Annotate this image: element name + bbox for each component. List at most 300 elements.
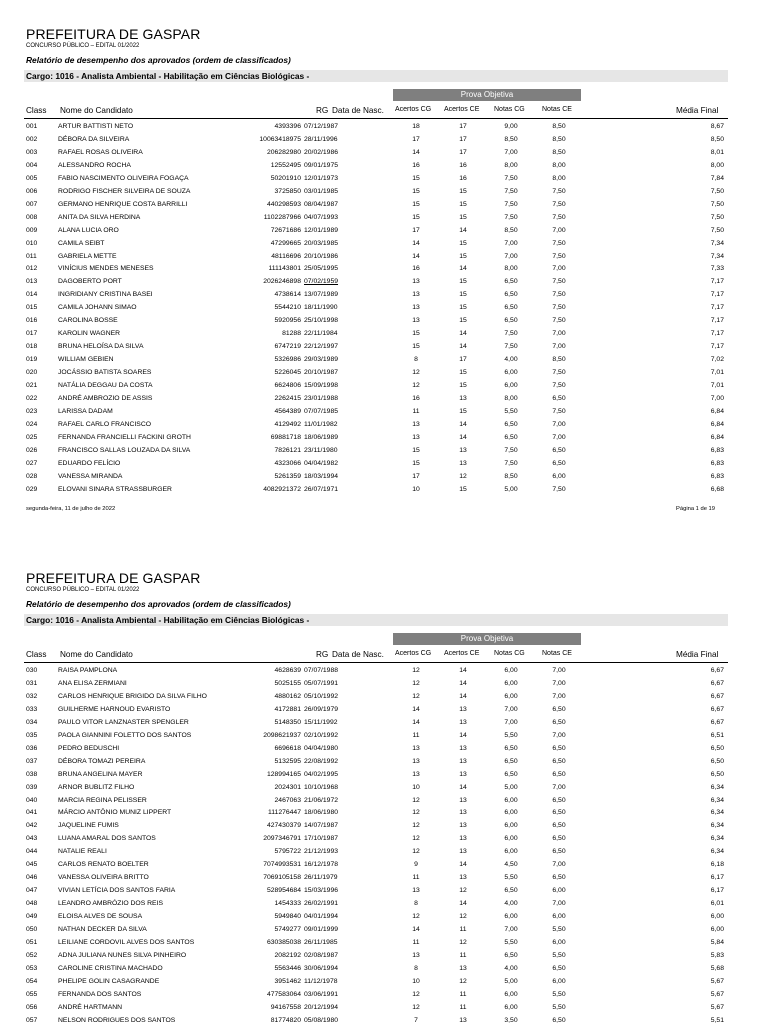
table-row (0, 380, 768, 391)
cell-notas-ce: 5,50 (552, 951, 566, 959)
cell-acertos-cg: 12 (412, 692, 420, 700)
cell-name: DÉBORA DA SILVEIRA (58, 135, 130, 143)
cell-rg: 6624806 (274, 382, 301, 389)
cell-notas-ce: 7,50 (552, 382, 566, 389)
cell-media-final: 6,34 (710, 809, 724, 817)
cargo-bar: Cargo: 1016 - Analista Ambiental - Habilitação em Ciências Biológicas - (24, 614, 728, 626)
table-row (0, 885, 768, 896)
cell-name: CAMILA JOHANN SIMAO (58, 304, 137, 312)
cell-rg: 1102287966 (263, 213, 301, 221)
cell-notas-ce: 7,50 (552, 291, 566, 299)
table-row (0, 199, 768, 210)
cell-notas-ce: 7,50 (552, 213, 566, 221)
cell-acertos-cg: 17 (412, 472, 420, 480)
cell-name: NELSON RODRIGUES DOS SANTOS (58, 1016, 176, 1024)
cell-rg: 4129492 (274, 420, 301, 428)
cell-acertos-ce: 13 (459, 770, 467, 778)
cell-acertos-ce: 15 (459, 213, 467, 221)
cell-media-final: 7,02 (710, 356, 724, 364)
cell-class: 037 (26, 757, 38, 765)
header-divider (24, 118, 728, 119)
cell-name: VIVIAN LETÍCIA DOS SANTOS FARIA (58, 887, 176, 895)
cell-media-final: 7,17 (710, 291, 724, 299)
cell-class: 057 (26, 1016, 38, 1024)
table-row (0, 678, 768, 689)
cell-media-final: 7,17 (710, 278, 724, 286)
cell-name: LARISSA DADAM (58, 407, 113, 415)
cell-notas-ce: 7,50 (552, 278, 566, 286)
cell-name: VANESSA OLIVEIRA BRITTO (58, 874, 149, 882)
cell-notas-cg: 8,00 (504, 265, 518, 273)
table-row (0, 691, 768, 702)
cell-acertos-cg: 15 (412, 330, 420, 338)
cell-acertos-ce: 14 (459, 667, 467, 674)
cell-rg: 5920956 (274, 317, 301, 325)
table-row (0, 458, 768, 469)
cell-name: NATALIE REALI (58, 848, 107, 856)
cell-rg: 12552495 (270, 161, 301, 169)
cell-birth-date: 26/11/1985 (304, 938, 338, 946)
cell-birth-date: 23/11/1980 (304, 446, 338, 454)
cell-media-final: 7,17 (710, 330, 724, 338)
cell-name: CAROLINE CRISTINA MACHADO (58, 964, 163, 972)
cell-birth-date: 03/01/1985 (304, 187, 339, 195)
cell-notas-cg: 4,00 (504, 356, 518, 364)
cell-class: 009 (26, 226, 38, 234)
cell-name: PAULO VITOR LANZNASTER SPENGLER (58, 718, 189, 726)
cell-birth-date: 22/08/1992 (304, 757, 339, 765)
cell-notas-ce: 6,50 (552, 770, 566, 778)
cell-name: GERMANO HENRIQUE COSTA BARRILLI (58, 200, 188, 208)
cell-class: 031 (26, 679, 38, 687)
cell-name: JOCÁSSIO BATISTA SOARES (58, 369, 152, 377)
table-row (0, 769, 768, 780)
cell-acertos-cg: 9 (414, 861, 418, 869)
cell-notas-ce: 6,50 (552, 835, 566, 843)
cell-class: 052 (26, 951, 38, 959)
cell-acertos-ce: 16 (459, 174, 467, 182)
table-row (0, 263, 768, 274)
cell-acertos-cg: 12 (412, 835, 420, 843)
cell-acertos-ce: 15 (459, 382, 467, 389)
cell-notas-ce: 6,00 (552, 977, 566, 985)
cell-name: CAROLINA BOSSE (58, 317, 118, 325)
cell-class: 051 (26, 938, 38, 946)
cell-acertos-ce: 13 (459, 848, 467, 856)
cell-acertos-cg: 16 (412, 394, 420, 402)
cell-acertos-cg: 12 (412, 369, 420, 377)
cell-birth-date: 10/10/1968 (304, 783, 339, 791)
table-row (0, 1002, 768, 1013)
cell-notas-ce: 7,50 (552, 317, 566, 325)
cell-notas-ce: 6,50 (552, 848, 566, 856)
cell-birth-date: 11/01/1982 (304, 420, 338, 428)
cell-rg: 206282980 (266, 148, 301, 156)
cell-media-final: 6,50 (710, 744, 724, 752)
cell-media-final: 7,01 (710, 369, 724, 377)
cell-rg: 5148350 (274, 718, 301, 726)
cell-birth-date: 21/12/1993 (304, 848, 339, 856)
cell-notas-cg: 8,00 (504, 161, 518, 169)
cell-acertos-cg: 12 (412, 796, 420, 804)
cell-acertos-ce: 15 (459, 304, 467, 312)
cell-notas-ce: 8,50 (552, 356, 566, 364)
cell-acertos-cg: 13 (412, 757, 420, 765)
cell-class: 035 (26, 731, 38, 739)
cell-class: 002 (26, 135, 38, 143)
cell-acertos-ce: 14 (459, 433, 467, 441)
cell-birth-date: 04/02/1995 (304, 770, 339, 778)
cell-class: 004 (26, 161, 38, 169)
cell-birth-date: 12/01/1989 (304, 226, 339, 234)
cell-acertos-cg: 14 (412, 148, 420, 156)
cell-rg: 48116696 (271, 252, 301, 260)
cell-class: 046 (26, 874, 38, 882)
cell-birth-date: 07/12/1987 (304, 123, 339, 130)
cell-notas-cg: 6,00 (504, 796, 518, 804)
cell-class: 029 (26, 485, 38, 493)
cell-media-final: 6,34 (710, 848, 724, 856)
cell-notas-ce: 6,50 (552, 822, 566, 830)
cell-media-final: 6,67 (710, 718, 724, 726)
table-row (0, 924, 768, 935)
cell-class: 053 (26, 964, 38, 972)
table-row (0, 289, 768, 300)
cell-acertos-cg: 13 (412, 317, 420, 325)
cell-birth-date: 22/11/1984 (304, 330, 338, 338)
cell-media-final: 6,50 (710, 757, 724, 765)
cell-media-final: 6,84 (710, 407, 724, 415)
table-row (0, 898, 768, 909)
cell-media-final: 6,34 (710, 835, 724, 843)
cell-rg: 72671686 (270, 226, 301, 234)
cell-rg: 2026246898 (263, 278, 301, 286)
cell-media-final: 6,34 (710, 822, 724, 830)
cell-notas-ce: 7,50 (552, 239, 566, 247)
report-title: Relatório de desempenho dos aprovados (ordem de classificados) (26, 599, 291, 609)
cell-name: RAISA PAMPLONA (58, 667, 118, 674)
cell-acertos-cg: 12 (412, 822, 420, 830)
table-row (0, 315, 768, 326)
cell-rg: 81774820 (270, 1016, 301, 1024)
cell-notas-ce: 7,00 (552, 731, 566, 739)
cell-name: INGRIDIANY CRISTINA BASEI (58, 291, 153, 299)
col-rg: RG (316, 106, 329, 115)
cell-notas-ce: 7,00 (552, 783, 566, 791)
cell-acertos-ce: 15 (459, 485, 467, 493)
cell-class: 033 (26, 705, 38, 713)
cell-notas-cg: 4,50 (504, 861, 518, 869)
cell-acertos-cg: 12 (412, 667, 420, 674)
cell-name: LUANA AMARAL DOS SANTOS (58, 835, 156, 843)
cell-acertos-cg: 13 (412, 433, 420, 441)
cell-notas-ce: 6,00 (552, 913, 566, 921)
cell-acertos-cg: 18 (412, 123, 420, 130)
table-row (0, 872, 768, 883)
cell-notas-ce: 7,00 (552, 667, 566, 674)
cell-birth-date: 18/11/1990 (304, 304, 338, 312)
cell-rg: 5795722 (274, 848, 301, 856)
cell-acertos-ce: 13 (459, 796, 467, 804)
cell-media-final: 6,83 (710, 459, 724, 467)
cell-notas-cg: 7,50 (504, 459, 518, 467)
cell-acertos-ce: 12 (459, 887, 467, 895)
cell-acertos-cg: 12 (412, 1003, 420, 1011)
cell-acertos-cg: 10 (412, 977, 420, 985)
cell-media-final: 7,33 (710, 265, 724, 273)
page-title: PREFEITURA DE GASPAR (26, 570, 201, 586)
cell-media-final: 5,84 (710, 938, 724, 946)
cell-acertos-ce: 11 (459, 1003, 467, 1011)
cell-birth-date: 29/03/1989 (304, 356, 339, 364)
cell-acertos-cg: 13 (412, 951, 420, 959)
cell-birth-date: 04/04/1980 (304, 744, 339, 752)
cell-notas-cg: 7,00 (504, 239, 518, 247)
cell-notas-cg: 8,50 (504, 226, 518, 234)
cell-birth-date: 04/04/1982 (304, 459, 339, 467)
cell-media-final: 6,00 (710, 926, 724, 933)
cell-name: ALESSANDRO ROCHA (58, 161, 131, 169)
col-acertos-ce: Acertos CE (444, 650, 480, 657)
cell-acertos-cg: 15 (412, 187, 420, 195)
table-row (0, 820, 768, 831)
cell-acertos-cg: 8 (414, 356, 418, 364)
cell-notas-cg: 5,50 (504, 938, 518, 946)
col-notas-cg: Notas CG (494, 650, 525, 657)
cell-acertos-cg: 11 (412, 407, 420, 415)
cell-birth-date: 05/08/1980 (304, 1016, 339, 1024)
table-row (0, 833, 768, 844)
cell-class: 010 (26, 239, 38, 247)
cell-acertos-ce: 11 (459, 926, 467, 933)
cell-rg: 7826121 (274, 446, 301, 454)
cell-acertos-ce: 12 (459, 472, 467, 480)
cell-birth-date: 04/07/1993 (304, 213, 339, 221)
footer-page: Página 1 de 19 (676, 506, 716, 512)
cell-media-final: 8,67 (710, 123, 724, 130)
cell-notas-cg: 6,00 (504, 692, 518, 700)
cell-rg: 4082921372 (263, 485, 301, 493)
cell-acertos-ce: 13 (459, 835, 467, 843)
table-row (0, 782, 768, 793)
cell-notas-ce: 6,50 (552, 718, 566, 726)
cell-acertos-ce: 13 (459, 1016, 467, 1024)
cell-notas-cg: 6,50 (504, 757, 518, 765)
table-row (0, 354, 768, 365)
cell-birth-date: 20/10/1986 (304, 252, 339, 260)
cell-notas-ce: 7,00 (552, 420, 566, 428)
cell-rg: 50201910 (270, 174, 301, 182)
cell-name: ELOISA ALVES DE SOUSA (58, 913, 143, 921)
cell-name: FERNANDA DOS SANTOS (58, 990, 142, 998)
cell-media-final: 6,34 (710, 783, 724, 791)
cell-rg: 5949840 (274, 913, 301, 921)
cell-acertos-cg: 12 (412, 809, 420, 817)
table-row (0, 937, 768, 948)
cell-media-final: 7,17 (710, 343, 724, 351)
cell-media-final: 7,50 (710, 200, 724, 208)
cell-rg: 81288 (282, 330, 301, 338)
cell-name: FABIO NASCIMENTO OLIVEIRA FOGAÇA (58, 174, 189, 182)
cell-acertos-ce: 13 (459, 744, 467, 752)
table-row (0, 302, 768, 313)
cell-notas-ce: 7,00 (552, 226, 566, 234)
cell-rg: 111143801 (268, 265, 301, 273)
cell-notas-ce: 6,00 (552, 887, 566, 895)
cell-birth-date: 18/06/1980 (304, 809, 339, 817)
cell-notas-cg: 6,50 (504, 291, 518, 299)
cell-birth-date: 07/07/1985 (304, 407, 339, 415)
cell-birth-date: 26/11/1979 (304, 874, 338, 882)
cell-notas-cg: 4,00 (504, 964, 518, 972)
cell-notas-ce: 7,50 (552, 485, 566, 493)
cell-acertos-ce: 14 (459, 861, 467, 869)
cell-notas-ce: 7,00 (552, 861, 566, 869)
cell-acertos-ce: 14 (459, 900, 467, 908)
cell-acertos-ce: 14 (459, 343, 467, 351)
cell-notas-ce: 6,50 (552, 705, 566, 713)
cell-name: NATÁLIA DEGGAU DA COSTA (58, 382, 153, 389)
cell-birth-date: 08/04/1987 (304, 200, 339, 208)
cell-acertos-cg: 14 (412, 705, 420, 713)
cell-acertos-cg: 16 (412, 161, 420, 169)
cell-acertos-ce: 17 (459, 135, 467, 143)
cell-media-final: 6,83 (710, 446, 724, 454)
cell-notas-cg: 6,00 (504, 1003, 518, 1011)
page-subtitle: CONCURSO PÚBLICO – EDITAL 01/2022 (26, 43, 140, 49)
col-birth: Data de Nasc. (332, 106, 384, 115)
cell-acertos-cg: 11 (412, 938, 420, 946)
cell-birth-date: 02/10/1992 (304, 731, 339, 739)
cell-notas-ce: 6,50 (552, 744, 566, 752)
cell-rg: 69881718 (270, 433, 301, 441)
cell-notas-cg: 8,00 (504, 394, 518, 402)
cell-class: 025 (26, 433, 38, 441)
cell-birth-date: 26/02/1991 (304, 900, 339, 908)
cell-notas-ce: 6,50 (552, 796, 566, 804)
cell-notas-ce: 6,00 (552, 938, 566, 946)
cell-notas-cg: 5,00 (504, 783, 518, 791)
cell-birth-date: 17/10/1987 (304, 835, 339, 843)
cell-class: 054 (26, 977, 38, 985)
cell-name: LEILIANE CORDOVIL ALVES DOS SANTOS (58, 938, 195, 946)
cell-notas-cg: 6,50 (504, 887, 518, 895)
cell-notas-ce: 6,50 (552, 874, 566, 882)
cell-acertos-ce: 13 (459, 964, 467, 972)
cell-birth-date: 02/08/1987 (304, 951, 339, 959)
cell-rg: 5226045 (274, 369, 301, 377)
cell-notas-ce: 7,00 (552, 692, 566, 700)
cell-notas-ce: 8,50 (552, 135, 566, 143)
cell-rg: 4880162 (274, 692, 301, 700)
cell-name: VANESSA MIRANDA (58, 472, 123, 480)
cell-notas-ce: 7,00 (552, 433, 566, 441)
cell-acertos-cg: 10 (412, 485, 420, 493)
cell-class: 011 (26, 252, 37, 260)
cell-birth-date: 26/09/1979 (304, 705, 339, 713)
report-page-2 (0, 544, 768, 1024)
table-row (0, 445, 768, 456)
cell-acertos-ce: 12 (459, 938, 467, 946)
cell-class: 055 (26, 990, 38, 998)
cell-name: CARLOS RENATO BOELTER (58, 861, 149, 869)
cell-class: 045 (26, 861, 38, 869)
prova-objetiva-header: Prova Objetiva (393, 89, 581, 101)
table-row (0, 367, 768, 378)
cell-notas-cg: 8,50 (504, 135, 518, 143)
cell-notas-cg: 6,50 (504, 317, 518, 325)
cell-name: DAGOBERTO PORT (58, 278, 122, 286)
cell-rg: 528954684 (266, 887, 301, 895)
cell-birth-date: 22/12/1997 (304, 343, 339, 351)
cell-rg: 5326986 (274, 356, 301, 364)
prova-objetiva-header: Prova Objetiva (393, 633, 581, 645)
cell-notas-cg: 7,00 (504, 705, 518, 713)
table-row (0, 976, 768, 987)
cell-notas-cg: 6,00 (504, 809, 518, 817)
col-birth: Data de Nasc. (332, 650, 384, 659)
cell-name: VINÍCIUS MENDES MENESES (58, 265, 154, 273)
cell-media-final: 6,68 (710, 485, 724, 493)
cell-class: 041 (26, 809, 38, 817)
cell-notas-cg: 7,50 (504, 446, 518, 454)
cell-notas-cg: 6,00 (504, 369, 518, 377)
cell-class: 003 (26, 148, 38, 156)
cell-birth-date: 18/03/1994 (304, 472, 339, 480)
cell-acertos-cg: 12 (412, 382, 420, 389)
cell-rg: 5563446 (274, 964, 301, 972)
cell-name: ANDRÉ HARTMANN (58, 1003, 123, 1011)
table-row (0, 393, 768, 404)
cell-media-final: 5,68 (710, 964, 724, 972)
cell-acertos-cg: 15 (412, 446, 420, 454)
table-row (0, 807, 768, 818)
col-class: Class (26, 106, 47, 115)
cell-acertos-cg: 14 (412, 926, 420, 933)
table-row (0, 186, 768, 197)
cell-notas-cg: 6,50 (504, 433, 518, 441)
cell-acertos-cg: 12 (412, 848, 420, 856)
cell-notas-cg: 7,00 (504, 148, 518, 156)
cell-rg: 3951462 (274, 977, 301, 985)
cell-notas-cg: 5,50 (504, 731, 518, 739)
cell-birth-date: 12/01/1973 (304, 174, 339, 182)
cell-notas-ce: 6,50 (552, 757, 566, 765)
cell-media-final: 6,67 (710, 705, 724, 713)
cell-name: WILLIAM GEBIEN (58, 356, 114, 364)
cell-birth-date: 05/07/1991 (304, 679, 339, 687)
cell-acertos-ce: 13 (459, 757, 467, 765)
table-row (0, 173, 768, 184)
cell-media-final: 7,50 (710, 226, 724, 234)
cell-rg: 10063418975 (259, 135, 301, 143)
cell-media-final: 7,17 (710, 317, 724, 325)
cell-birth-date: 03/06/1991 (304, 990, 339, 998)
col-name: Nome do Candidato (60, 106, 133, 115)
cell-class: 008 (26, 213, 38, 221)
cell-birth-date: 15/11/1992 (304, 718, 338, 726)
cell-media-final: 7,34 (710, 252, 724, 260)
cell-name: ADNA JULIANA NUNES SILVA PINHEIRO (58, 951, 187, 959)
cell-rg: 4564389 (274, 407, 301, 415)
cell-notas-ce: 7,00 (552, 343, 566, 351)
cell-notas-cg: 7,50 (504, 343, 518, 351)
cell-notas-cg: 7,50 (504, 330, 518, 338)
cell-birth-date: 25/10/1998 (304, 317, 339, 325)
cell-notas-cg: 6,50 (504, 951, 518, 959)
cell-acertos-ce: 15 (459, 369, 467, 377)
cell-class: 034 (26, 718, 38, 726)
